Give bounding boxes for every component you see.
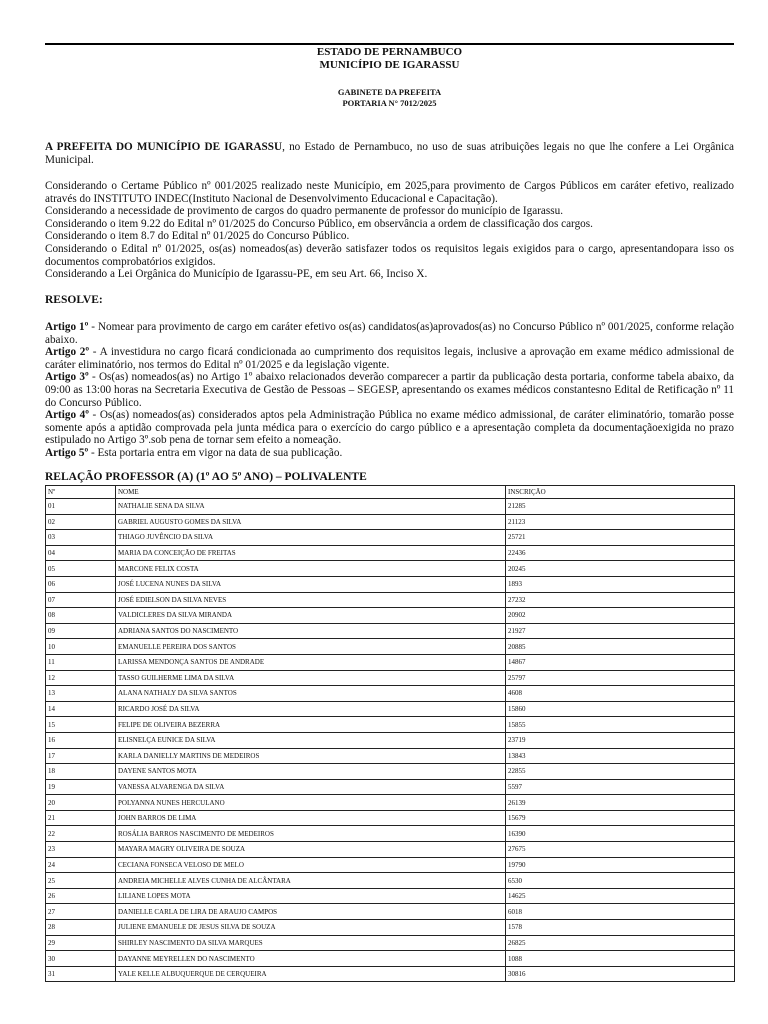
table-row [46,732,735,748]
cell-name: MARCONE FELIX COSTA [116,561,506,577]
table-row [46,592,735,608]
cell-number: 16 [46,732,116,748]
considerando-item: Considerando a Lei Orgânica do Município de Igarassu-PE, em seu Art. 66, Inciso X. [45,268,428,281]
office-header [45,87,734,109]
cell-number: 13 [46,686,116,702]
cell-number: 27 [46,904,116,920]
table-row [46,499,735,515]
office-name: GABINETE DA PREFEITA [337,87,442,97]
cell-name: ELISNELÇA EUNICE DA SILVA [116,732,506,748]
cell-registration: 21123 [506,514,735,530]
cell-number: 31 [46,966,116,982]
cell-number: 22 [46,826,116,842]
cell-number: 10 [46,639,116,655]
cell-number: 20 [46,795,116,811]
cell-registration: 19790 [506,857,735,873]
cell-name: NATHALIE SENA DA SILVA [116,499,506,515]
cell-name: LILIANE LOPES MOTA [116,888,506,904]
article-item [45,409,734,447]
cell-number: 11 [46,654,116,670]
cell-registration: 13843 [506,748,735,764]
cell-name: THIAGO JUVÊNCIO DA SILVA [116,530,506,546]
cell-number: 23 [46,842,116,858]
cell-registration: 21927 [506,623,735,639]
cell-registration: 1893 [506,576,735,592]
cell-name: TASSO GUILHERME LIMA DA SILVA [116,670,506,686]
cell-number: 21 [46,810,116,826]
article-item [45,371,734,409]
cell-registration: 21285 [506,499,735,515]
table-row [46,857,735,873]
table-row [46,966,735,982]
considerando-item: Considerando a necessidade de provimento de cargos do quadro permanente de professor do município de Igarassu. [45,205,563,218]
cell-registration: 30816 [506,966,735,982]
cell-registration: 20885 [506,639,735,655]
article-label: Artigo 2º [45,346,90,359]
cell-number: 25 [46,873,116,889]
cell-registration: 16390 [506,826,735,842]
cell-registration: 1088 [506,951,735,967]
municipality-name: MUNICÍPIO DE IGARASSU [319,59,460,71]
cell-name: MAYARA MAGRY OLIVEIRA DE SOUZA [116,842,506,858]
cell-registration: 20245 [506,561,735,577]
table-row [46,748,735,764]
cell-registration: 25797 [506,670,735,686]
table-row [46,873,735,889]
intro-paragraph [45,141,734,166]
cell-registration: 15855 [506,717,735,733]
table-row [46,904,735,920]
cell-name: DAYENE SANTOS MOTA [116,764,506,780]
cell-name: YALE KELLE ALBUQUERQUE DE CERQUEIRA [116,966,506,982]
cell-name: RICARDO JOSÉ DA SILVA [116,701,506,717]
cell-number: 17 [46,748,116,764]
table-row [46,514,735,530]
cell-registration: 25721 [506,530,735,546]
cell-number: 19 [46,779,116,795]
table-row [46,779,735,795]
table-row [46,920,735,936]
cell-name: DANIELLE CARLA DE LIRA DE ARAUJO CAMPOS [116,904,506,920]
nominees-table [45,485,735,982]
table-row [46,810,735,826]
table-row [46,826,735,842]
header-number: Nº [46,486,116,499]
cell-number: 26 [46,888,116,904]
cell-number: 07 [46,592,116,608]
cell-number: 18 [46,764,116,780]
cell-number: 02 [46,514,116,530]
table-row [46,842,735,858]
cell-name: ROSÁLIA BARROS NASCIMENTO DE MEDEIROS [116,826,506,842]
table-row [46,888,735,904]
cell-registration: 6530 [506,873,735,889]
cell-number: 30 [46,951,116,967]
table-body [46,499,735,982]
cell-registration: 22855 [506,764,735,780]
cell-registration: 15860 [506,701,735,717]
cell-name: DAYANNE MEYRELLEN DO NASCIMENTO [116,951,506,967]
cell-registration: 15679 [506,810,735,826]
cell-name: GABRIEL AUGUSTO GOMES DA SILVA [116,514,506,530]
cell-number: 09 [46,623,116,639]
header-registration: INSCRIÇÃO [506,486,735,499]
cell-name: EMANUELLE PEREIRA DOS SANTOS [116,639,506,655]
article-label: Artigo 4º [45,409,89,422]
table-row [46,795,735,811]
cell-number: 15 [46,717,116,733]
cell-registration: 4608 [506,686,735,702]
cell-name: MARIA DA CONCEIÇÃO DE FREITAS [116,545,506,561]
cell-registration: 1578 [506,920,735,936]
table-row [46,654,735,670]
considerando-item: Considerando o Certame Público nº 001/2025 realizado neste Município, em 2025,para provimento de Cargos Públicos em caráter efetivo, realizado através do INSTITUTO INDEC(Instituto Nacional de Desenvolvimento Educacional e Capacitação). [45,180,734,205]
table-row [46,530,735,546]
considerandos-block [45,180,734,281]
table-row [46,561,735,577]
cell-number: 01 [46,499,116,515]
cell-number: 05 [46,561,116,577]
considerando-item: Considerando o item 9.22 do Edital nº 01/2025 do Concurso Público, em observância a ordem de classificação dos cargos. [45,217,593,230]
cell-number: 08 [46,608,116,624]
article-label: Artigo 1º [45,321,89,333]
header-rule [45,43,734,45]
cell-number: 12 [46,670,116,686]
cell-name: JOSÉ EDIELSON DA SILVA NEVES [116,592,506,608]
cell-name: CECIANA FONSECA VELOSO DE MELO [116,857,506,873]
cell-name: ADRIANA SANTOS DO NASCIMENTO [116,623,506,639]
intro-rest: , no Estado de Pernambuco, no uso de suas atribuições legais no que lhe confere a Lei Orgânica Municipal. [45,141,734,166]
cell-name: POLYANNA NUNES HERCULANO [116,795,506,811]
cell-registration: 27232 [506,592,735,608]
cell-registration: 26825 [506,935,735,951]
table-row [46,701,735,717]
articles-block [45,321,734,460]
cell-number: 28 [46,920,116,936]
table-row [46,951,735,967]
intro-bold: A PREFEITA DO MUNICÍPIO DE IGARASSU [45,141,283,153]
table-row [46,717,735,733]
cell-registration: 22436 [506,545,735,561]
cell-name: SHIRLEY NASCIMENTO DA SILVA MARQUES [116,935,506,951]
ordinance-number: PORTARIA N° 7012/2025 [342,98,437,108]
cell-number: 29 [46,935,116,951]
cell-name: ANDREIA MICHELLE ALVES CUNHA DE ALCÂNTARA [116,873,506,889]
table-row [46,686,735,702]
cell-registration: 20902 [506,608,735,624]
cell-registration: 26139 [506,795,735,811]
cell-registration: 23719 [506,732,735,748]
cell-name: VANESSA ALVARENGA DA SILVA [116,779,506,795]
cell-registration: 14867 [506,654,735,670]
table-header-row [46,486,735,499]
table-row [46,576,735,592]
article-label: Artigo 5º [45,446,89,459]
cell-number: 06 [46,576,116,592]
article-text: - Nomear para provimento de cargo em caráter efetivo os(as) candidatos(as)aprovados(as) no Concurso Público nº 001/2025, conforme relação abaixo. [45,321,734,346]
cell-number: 04 [46,545,116,561]
resolve-heading: RESOLVE: [45,294,103,306]
cell-registration: 27675 [506,842,735,858]
article-item [45,346,734,371]
article-label: Artigo 3º [45,371,89,384]
cell-name: ALANA NATHALY DA SILVA SANTOS [116,686,506,702]
table-row [46,639,735,655]
considerando-item: Considerando o item 8.7 do Edital nº 01/2025 do Concurso Público. [45,230,350,243]
cell-registration: 6018 [506,904,735,920]
considerando-item: Considerando o Edital nº 01/2025, os(as) nomeados(as) deverão satisfazer todos os requisitos legais exigidos para o cargo, apresentandopara isso os documentos comprobatórios exigidos. [45,242,734,268]
cell-name: KARLA DANIELLY MARTINS DE MEDEIROS [116,748,506,764]
table-row [46,764,735,780]
cell-name: FELIPE DE OLIVEIRA BEZERRA [116,717,506,733]
article-text: - A investidura no cargo ficará condicionada ao cumprimento dos requisitos legais, inclusive a aprovação em exame médico admissional de caráter eliminatório, nos termos do Edital nº 01/2025 e da legislação vigente. [45,346,734,371]
article-item [45,321,734,346]
table-row [46,623,735,639]
cell-name: LARISSA MENDONÇA SANTOS DE ANDRADE [116,654,506,670]
header-name: NOME [116,486,506,499]
table-row [46,670,735,686]
cell-name: VALDICLERES DA SILVA MIRANDA [116,608,506,624]
cell-name: JOHN BARROS DE LIMA [116,810,506,826]
cell-name: JULIENE EMANUELE DE JESUS SILVA DE SOUZA [116,920,506,936]
table-row [46,608,735,624]
table-row [46,545,735,561]
cell-registration: 5597 [506,779,735,795]
cell-number: 24 [46,857,116,873]
document-header [45,46,734,72]
article-item [45,447,734,460]
article-text: - Os(as) nomeados(as) no Artigo 1º abaixo relacionados deverão comparecer a partir da publicação desta portaria, conforme tabela abaixo, da 09:00 as 13:00 horas na Secretaria Executiva de Gestão de Pessoas – SEGESP, apresentando os exames médicos constantesno Edital de Retificação nº 11 do Concurso Público. [45,371,734,409]
cell-number: 03 [46,530,116,546]
cell-name: JOSÉ LUCENA NUNES DA SILVA [116,576,506,592]
cell-registration: 14625 [506,888,735,904]
article-text: - Os(as) nomeados(as) considerados aptos pela Administração Pública no exame médico admissional, de caráter eliminatório, tomarão posse somente após a aptidão comprovada pela junta médica para o exercício do cargo público e a apresentação completa da documentaçãoexigida no prazo estipulado no Artigo 3º.sob pena de tornar sem efeito a nomeação. [45,409,735,447]
cell-number: 14 [46,701,116,717]
state-name: ESTADO DE PERNAMBUCO [316,46,463,58]
article-text: - Esta portaria entra em vigor na data de sua publicação. [88,446,343,459]
table-title: RELAÇÃO PROFESSOR (A) (1º AO 5º ANO) – POLIVALENTE [45,471,367,483]
table-row [46,935,735,951]
